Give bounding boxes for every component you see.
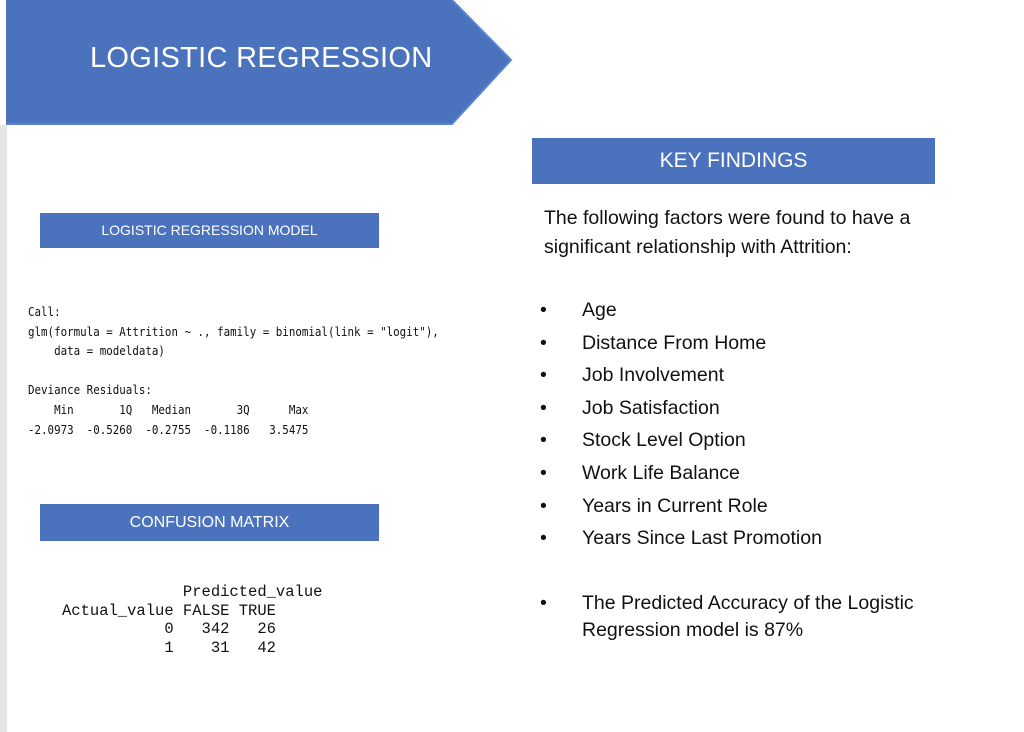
factor-text: Years in Current Role bbox=[582, 494, 768, 517]
model-section-label: LOGISTIC REGRESSION MODEL bbox=[40, 213, 379, 248]
findings-intro: The following factors were found to have a significant relationship with Attrition: bbox=[544, 207, 911, 258]
left-gutter bbox=[0, 125, 7, 732]
factor-text: Job Satisfaction bbox=[582, 396, 720, 419]
factor-text: Distance From Home bbox=[582, 331, 767, 354]
factor-text: Work Life Balance bbox=[582, 461, 740, 484]
factor-text: Stock Level Option bbox=[582, 429, 746, 452]
factor-text: Age bbox=[582, 299, 617, 321]
accuracy-text: The Predicted Accuracy of the Logistic Regression model is 87% bbox=[582, 592, 914, 641]
bullet: • bbox=[540, 331, 547, 354]
bullet: • bbox=[540, 461, 547, 484]
bullet: • bbox=[540, 527, 547, 550]
slide-title: LOGISTIC REGRESSION bbox=[90, 42, 433, 74]
factor-text: Job Involvement bbox=[582, 364, 724, 387]
bullet: • bbox=[540, 364, 547, 387]
bullet: • bbox=[540, 299, 547, 321]
confusion-matrix-output: Predicted_value Actual_value FALSE TRUE 0 342 26 1 31 42 bbox=[62, 583, 323, 657]
factor-text: Years Since Last Promotion bbox=[582, 527, 822, 550]
accuracy-finding bbox=[540, 590, 980, 644]
bullet: • bbox=[540, 396, 547, 419]
bullet: • bbox=[540, 429, 547, 452]
bullet: • bbox=[540, 592, 547, 614]
key-findings-label: KEY FINDINGS bbox=[532, 138, 935, 184]
bullet: • bbox=[540, 494, 547, 517]
confusion-matrix-label: CONFUSION MATRIX bbox=[40, 504, 379, 541]
model-output: Call: glm(formula = Attrition ~ ., family = binomial(link = "logit"), data = modeldata) Deviance Residuals: Min 1Q Median 3Q Max -2.0973 -0.5260 -0.2755 -0.1186 3.5475 bbox=[28, 304, 439, 437]
